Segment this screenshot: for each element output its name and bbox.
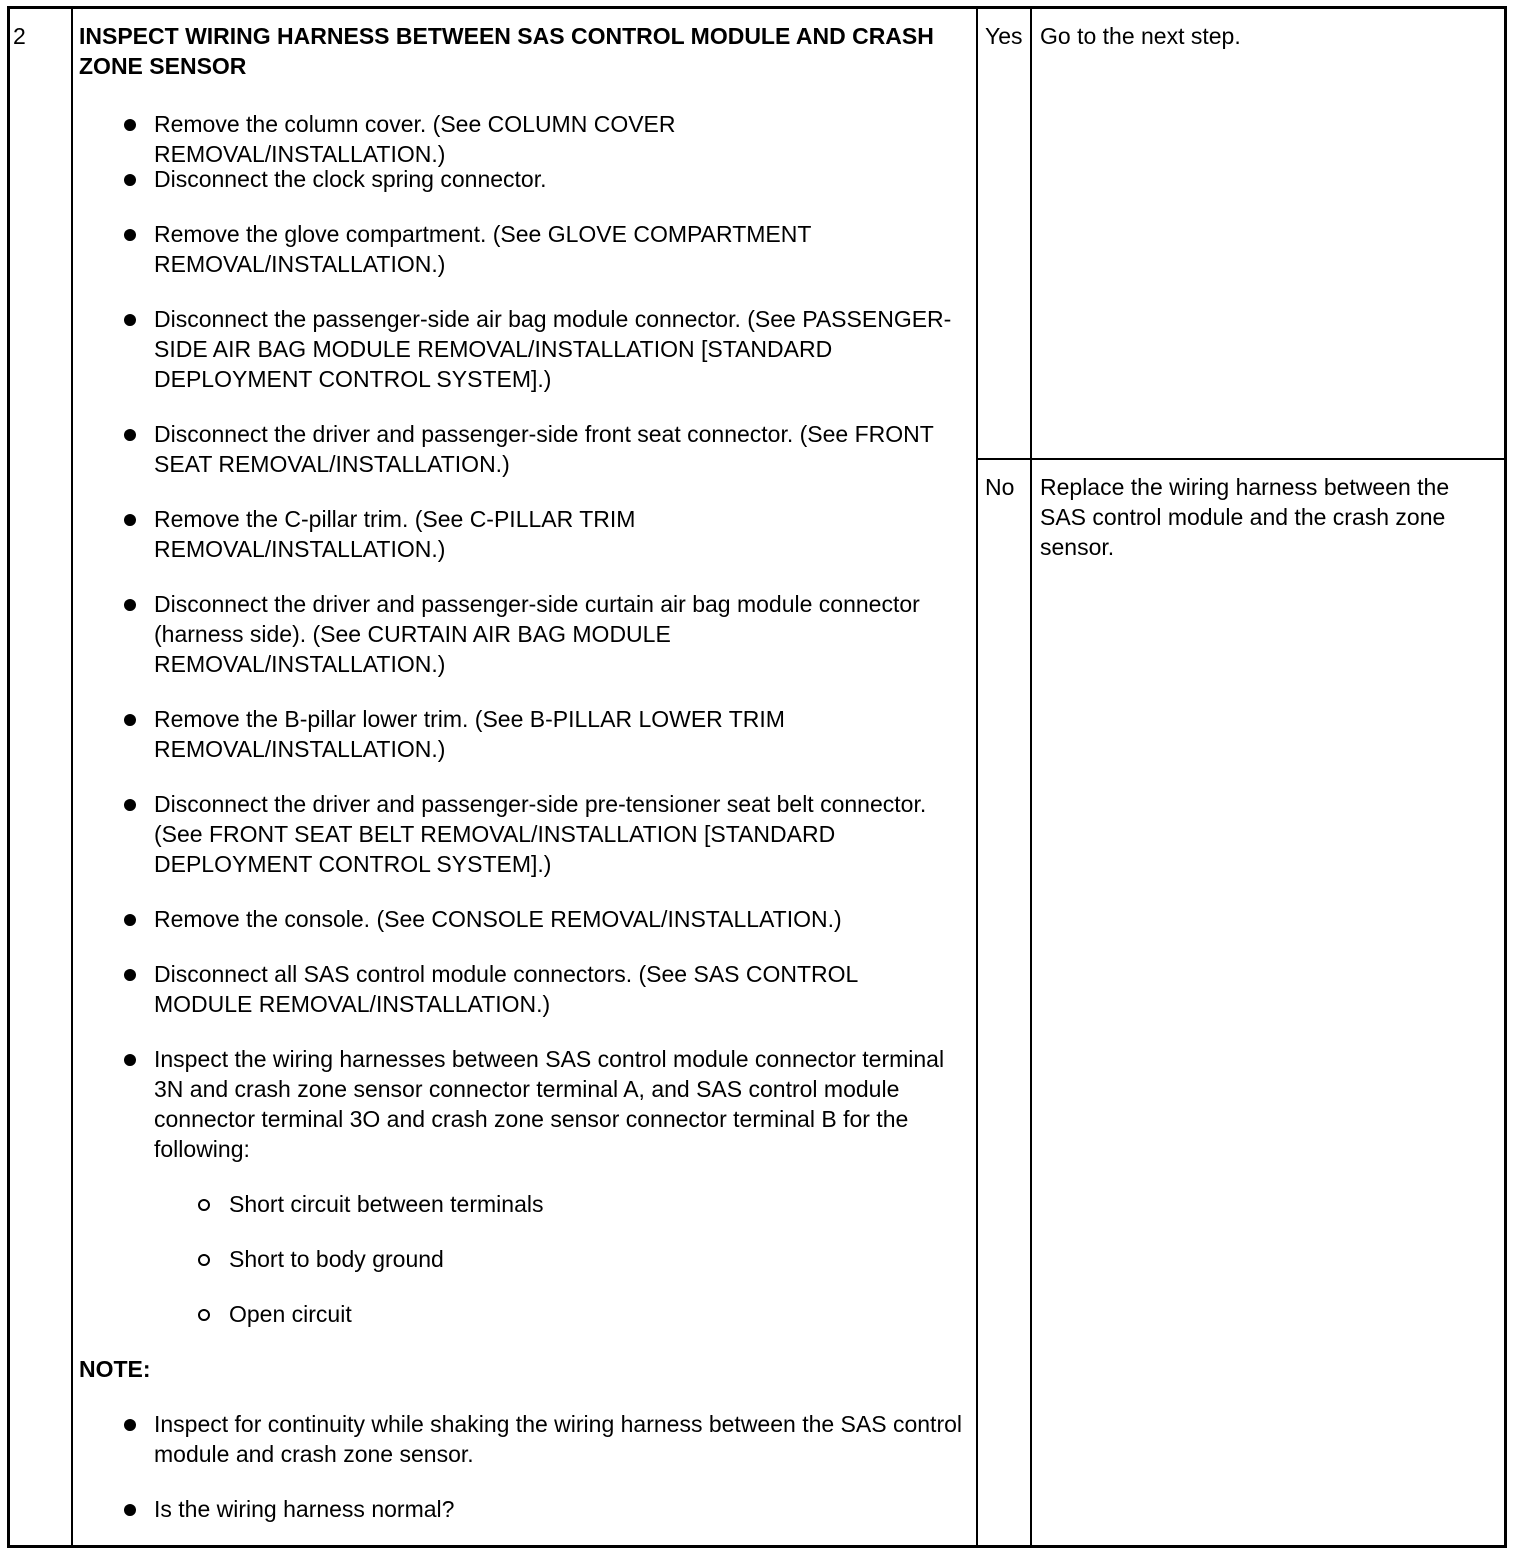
list-item: Disconnect the passenger-side air bag module connector. (See PASSENGER-SIDE AIR BAG MODULE REMOVAL/INSTALLATION [STANDARD DEPLOYMENT CONTROL SYSTEM].) — [79, 304, 959, 419]
bullet-icon — [124, 714, 136, 726]
bullet-icon — [124, 174, 136, 186]
bullet-icon — [124, 969, 136, 981]
hollow-bullet-icon — [198, 1254, 210, 1266]
bullet-icon — [124, 514, 136, 526]
list-item: Remove the column cover. (See COLUMN COVER REMOVAL/INSTALLATION.) — [79, 109, 959, 164]
list-item: Disconnect the driver and passenger-side front seat connector. (See FRONT SEAT REMOVAL/INSTALLATION.) — [79, 419, 959, 504]
sub-list-item: Short to body ground — [79, 1244, 959, 1299]
step-number: 2 — [13, 23, 26, 49]
sub-list-item: Open circuit — [79, 1299, 959, 1354]
no-label: No — [985, 474, 1015, 500]
column-divider — [71, 9, 73, 1545]
list-item: Inspect the wiring harnesses between SAS control module connector terminal 3N and crash zone sensor connector terminal A, and SAS control module connector terminal 3O and crash zone sensor connector terminal B for the following: — [79, 1044, 959, 1189]
list-item: Disconnect the driver and passenger-side pre-tensioner seat belt connector. (See FRONT SEAT BELT REMOVAL/INSTALLATION [STANDARD DEPLOYMENT CONTROL SYSTEM].) — [79, 789, 974, 904]
yes-action: Go to the next step. — [1040, 23, 1241, 49]
bullet-icon — [124, 1054, 136, 1066]
list-item: Remove the glove compartment. (See GLOVE COMPARTMENT REMOVAL/INSTALLATION.) — [79, 219, 954, 304]
instruction-list — [79, 109, 962, 1524]
hollow-bullet-icon — [198, 1309, 210, 1321]
note-item: Inspect for continuity while shaking the wiring harness between the SAS control module and crash zone sensor. — [79, 1409, 984, 1494]
list-item: Disconnect the driver and passenger-side curtain air bag module connector (harness side). (See CURTAIN AIR BAG MODULE REMOVAL/INSTALLATION.) — [79, 589, 954, 704]
column-divider — [976, 9, 978, 1545]
column-divider — [1030, 9, 1032, 1545]
bullet-icon — [124, 429, 136, 441]
bullet-icon — [124, 599, 136, 611]
bullet-icon — [124, 314, 136, 326]
list-item: Disconnect the clock spring connector. — [79, 164, 874, 219]
list-item: Remove the console. (See CONSOLE REMOVAL/INSTALLATION.) — [79, 904, 959, 959]
note-label: NOTE: — [79, 1356, 151, 1382]
bullet-icon — [124, 799, 136, 811]
procedure-table — [7, 6, 1507, 1548]
bullet-icon — [124, 119, 136, 131]
list-item: Remove the C-pillar trim. (See C-PILLAR TRIM REMOVAL/INSTALLATION.) — [79, 504, 804, 589]
hollow-bullet-icon — [198, 1199, 210, 1211]
row-divider — [976, 458, 1504, 460]
note-item: Is the wiring harness normal? — [79, 1494, 959, 1524]
bullet-icon — [124, 1504, 136, 1516]
no-action: Replace the wiring harness between the SAS control module and the crash zone sensor. — [1040, 474, 1450, 560]
bullet-icon — [124, 914, 136, 926]
yes-label: Yes — [985, 23, 1023, 49]
bullet-icon — [124, 229, 136, 241]
bullet-icon — [124, 1419, 136, 1431]
sub-list-item: Short circuit between terminals — [79, 1189, 959, 1244]
list-item: Remove the B-pillar lower trim. (See B-PILLAR LOWER TRIM REMOVAL/INSTALLATION.) — [79, 704, 934, 789]
step-title: INSPECT WIRING HARNESS BETWEEN SAS CONTROL MODULE AND CRASH ZONE SENSOR — [79, 23, 934, 79]
list-item: Disconnect all SAS control module connectors. (See SAS CONTROL MODULE REMOVAL/INSTALLATION.) — [79, 959, 959, 1044]
